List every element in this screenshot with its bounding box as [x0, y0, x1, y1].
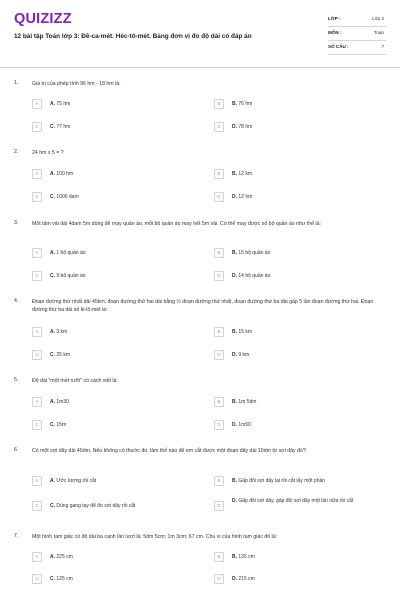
- option-text: 1m50: [238, 422, 251, 428]
- option-c[interactable]: [32, 350, 202, 363]
- option-text: 15 km: [238, 329, 253, 335]
- option-text: 100 hm: [56, 171, 74, 177]
- option-letter: A.: [50, 478, 55, 484]
- option-text: 12 km: [238, 171, 253, 177]
- worksheet-meta: [328, 13, 386, 55]
- option-c[interactable]: [32, 122, 202, 135]
- option-box[interactable]: A: [32, 327, 42, 337]
- option-a[interactable]: [32, 476, 202, 489]
- option-box[interactable]: A: [32, 552, 42, 562]
- option-text: 9 km: [238, 352, 250, 358]
- question-text: Giá trị của phép tính 96 hm - 18 hm là:: [32, 81, 121, 87]
- option-letter: A.: [50, 101, 55, 107]
- option-text: 76 hm: [238, 101, 253, 107]
- option-letter: A.: [50, 399, 55, 405]
- option-d[interactable]: [214, 574, 386, 587]
- option-box[interactable]: D: [214, 574, 224, 584]
- option-box[interactable]: C: [32, 271, 42, 281]
- option-d[interactable]: [214, 498, 386, 511]
- question-number: 4.: [14, 298, 19, 304]
- option-box[interactable]: B: [214, 476, 224, 486]
- option-letter: D.: [232, 576, 237, 582]
- question-text: Đoạn đường thứ nhất dài 45km, đoạn đường thứ hai dài bằng ⅓ đoạn đường thứ nhất, đoạn đường thứ ba dài gấp 5 lần đoạn đường thứ hai. Đoạn đường thứ ba dài số ki-lô-mét là:: [32, 299, 374, 313]
- option-box[interactable]: C: [32, 192, 42, 202]
- question-number: 5.: [14, 377, 19, 383]
- question-number: 6.: [14, 447, 19, 453]
- option-text: 3 km: [56, 329, 68, 335]
- option-box[interactable]: D: [214, 501, 224, 511]
- option-d[interactable]: [214, 350, 386, 363]
- meta-class-value: Lớp 3: [372, 16, 384, 21]
- meta-class-label: LỚP :: [328, 16, 341, 21]
- option-letter: B.: [232, 171, 237, 177]
- option-letter: D.: [232, 273, 237, 279]
- option-d[interactable]: [214, 271, 386, 284]
- option-a[interactable]: [32, 169, 202, 182]
- question-number: 1.: [14, 80, 19, 86]
- option-a[interactable]: [32, 248, 202, 261]
- option-letter: A.: [50, 329, 55, 335]
- option-letter: B.: [232, 554, 237, 560]
- question-text: Có một sợi dây dài 40dm. Nếu không có thước đo, làm thế nào để em cắt được một đoạn dây dài 10dm từ sợi dây đó?: [32, 448, 306, 454]
- option-text: 1m 5dm: [238, 399, 257, 405]
- option-c[interactable]: [32, 271, 202, 284]
- option-a[interactable]: [32, 397, 202, 410]
- option-box[interactable]: C: [32, 420, 42, 430]
- option-b[interactable]: [214, 327, 386, 340]
- option-box[interactable]: B: [214, 327, 224, 337]
- option-b[interactable]: [214, 99, 386, 112]
- option-letter: D.: [232, 124, 237, 130]
- option-box[interactable]: A: [32, 476, 42, 486]
- option-c[interactable]: [32, 574, 202, 587]
- option-letter: C.: [50, 194, 55, 200]
- option-box[interactable]: C: [32, 122, 42, 132]
- option-letter: C.: [50, 352, 55, 358]
- option-text: 1000 dam: [56, 194, 79, 200]
- option-c[interactable]: [32, 420, 202, 433]
- option-text: 15 bộ quần áo: [238, 250, 271, 256]
- option-text: 77 hm: [56, 124, 71, 130]
- meta-subject-row: [328, 27, 386, 41]
- option-letter: B.: [232, 329, 237, 335]
- option-box[interactable]: D: [214, 350, 224, 360]
- option-letter: C.: [50, 422, 55, 428]
- option-text: 225 cm: [56, 554, 73, 560]
- option-a[interactable]: [32, 552, 202, 565]
- option-letter: B.: [232, 250, 237, 256]
- question-number: 7.: [14, 533, 19, 539]
- option-letter: B.: [232, 101, 237, 107]
- option-box[interactable]: A: [32, 397, 42, 407]
- option-letter: B.: [232, 478, 237, 484]
- option-text: 215 cm: [238, 576, 255, 582]
- header-divider: [0, 67, 400, 68]
- option-b[interactable]: [214, 169, 386, 182]
- option-letter: D.: [232, 194, 237, 200]
- option-text: 9 bộ quần áo: [56, 273, 86, 279]
- worksheet-title: 12 bài tập Toán lớp 3: Đề-ca-mét. Héc-tô-mét. Bảng đơn vị đo độ dài có đáp án: [14, 33, 252, 40]
- question-text: Độ dài "một mét rưỡi" có cách viết là:: [32, 378, 118, 384]
- option-box[interactable]: C: [32, 350, 42, 360]
- option-a[interactable]: [32, 99, 202, 112]
- option-text: Gấp đôi sợi dây, gấp đôi sợi dây một lần nữa rồi cắt: [238, 498, 354, 504]
- option-box[interactable]: B: [214, 397, 224, 407]
- option-box[interactable]: B: [214, 169, 224, 179]
- option-text: 125 cm: [56, 576, 73, 582]
- option-letter: C.: [50, 124, 55, 130]
- question-number: 2.: [14, 149, 19, 155]
- option-c[interactable]: [32, 192, 202, 205]
- option-box[interactable]: A: [32, 169, 42, 179]
- option-letter: C.: [50, 503, 55, 509]
- option-b[interactable]: [214, 476, 386, 489]
- option-letter: A.: [50, 554, 55, 560]
- option-letter: C.: [50, 273, 55, 279]
- option-letter: D.: [232, 352, 237, 358]
- option-text: Dùng gang tay để đo sợi dây rồi cắt: [56, 503, 136, 509]
- option-letter: A.: [50, 250, 55, 256]
- option-letter: C.: [50, 576, 55, 582]
- option-letter: A.: [50, 171, 55, 177]
- meta-class-row: [328, 13, 386, 27]
- option-text: 75 hm: [56, 101, 71, 107]
- meta-count-label: SỐ CÂU :: [328, 44, 349, 49]
- option-box[interactable]: B: [214, 248, 224, 258]
- option-text: 135 cm: [238, 554, 255, 560]
- option-box[interactable]: D: [214, 420, 224, 430]
- option-letter: B.: [232, 399, 237, 405]
- option-box[interactable]: A: [32, 99, 42, 109]
- worksheet-header: [0, 0, 400, 66]
- option-c[interactable]: [32, 501, 202, 514]
- option-box[interactable]: D: [214, 271, 224, 281]
- option-box[interactable]: D: [214, 122, 224, 132]
- meta-subject-value: Toán: [374, 30, 384, 35]
- option-d[interactable]: [214, 122, 386, 135]
- question-text: Một hình tam giác có độ dài ba cạnh lần lượt là: 5dm 5cm; 1m 3cm; 67 cm. Chu vi của hình tam giác đó là:: [32, 534, 278, 540]
- option-text: Gấp đôi sợi dây lại rồi cắt lấy một phần: [238, 478, 326, 484]
- question-text: Một tấm vải dài 4dam 5m dùng để may quần áo, mỗi bộ quần áo may hết 5m vải. Có thể may được số bộ quần áo như thế là:: [32, 221, 321, 227]
- option-box[interactable]: C: [32, 574, 42, 584]
- meta-count-row: [328, 41, 386, 55]
- option-box[interactable]: B: [214, 552, 224, 562]
- option-a[interactable]: [32, 327, 202, 340]
- option-box[interactable]: B: [214, 99, 224, 109]
- option-b[interactable]: [214, 552, 386, 565]
- option-box[interactable]: C: [32, 501, 42, 511]
- option-text: Ước lượng rồi cắt: [56, 478, 97, 484]
- option-text: 1m30: [56, 399, 69, 405]
- meta-subject-label: MÔN :: [328, 30, 342, 35]
- option-letter: D.: [232, 498, 237, 504]
- option-text: 15m: [56, 422, 67, 428]
- option-text: 25 km: [56, 352, 71, 358]
- option-text: 1 bộ quần áo: [56, 250, 86, 256]
- option-d[interactable]: [214, 420, 386, 433]
- option-text: 12 hm: [238, 194, 253, 200]
- meta-count-value: 7: [381, 44, 384, 49]
- option-b[interactable]: [214, 248, 386, 261]
- question-text: 24 hm x 5 = ?: [32, 150, 64, 156]
- option-d[interactable]: [214, 192, 386, 205]
- option-text: 78 hm: [238, 124, 253, 130]
- option-box[interactable]: D: [214, 192, 224, 202]
- question-number: 3.: [14, 220, 19, 226]
- option-box[interactable]: A: [32, 248, 42, 258]
- quizizz-logo: QUIZIZZ: [14, 11, 72, 27]
- option-b[interactable]: [214, 397, 386, 410]
- option-letter: D.: [232, 422, 237, 428]
- option-text: 14 bộ quần áo: [238, 273, 271, 279]
